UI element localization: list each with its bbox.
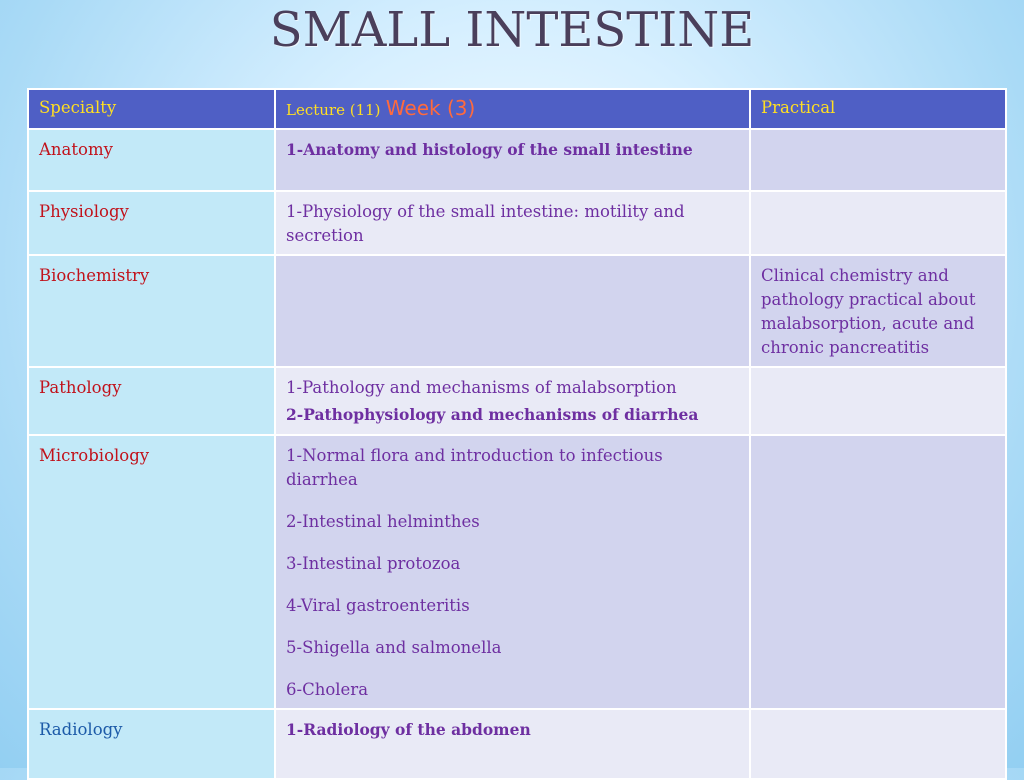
table-row (28, 435, 1006, 709)
header-specialty: Specialty (28, 89, 275, 129)
schedule-table (27, 88, 1007, 780)
lecture-item: 1-Physiology of the small intestine: motility and secretion (286, 202, 685, 245)
practical-cell: Clinical chemistry and pathology practical about malabsorption, acute and chronic pancreatitis (750, 255, 1006, 367)
lecture-cell (275, 129, 750, 191)
lecture-cell (275, 709, 750, 779)
header-practical: Practical (750, 89, 1006, 129)
lecture-item: 1-Anatomy and histology of the small intestine (286, 140, 693, 159)
lecture-item: 3-Intestinal protozoa (286, 554, 461, 573)
lecture-item: 1-Pathology and mechanisms of malabsorption (286, 378, 677, 397)
specialty-cell: Microbiology (28, 435, 275, 709)
header-row (28, 89, 1006, 129)
table-row (28, 191, 1006, 255)
table-row (28, 255, 1006, 367)
specialty-cell: Physiology (28, 191, 275, 255)
page-title: SMALL INTESTINE (269, 2, 755, 58)
lecture-item: 2-Pathophysiology and mechanisms of diarrhea (286, 405, 699, 424)
practical-cell (750, 191, 1006, 255)
header-lecture-label: Lecture (11) (286, 101, 381, 119)
lecture-item: 5-Shigella and salmonella (286, 638, 502, 657)
table-row (28, 367, 1006, 435)
table-row (28, 129, 1006, 191)
lecture-cell (275, 255, 750, 367)
header-week-label: Week (3) (385, 96, 476, 120)
lecture-item: 4-Viral gastroenteritis (286, 596, 470, 615)
lecture-cell (275, 435, 750, 709)
lecture-cell (275, 191, 750, 255)
practical-cell (750, 129, 1006, 191)
lecture-item: 6-Cholera (286, 680, 369, 699)
practical-cell (750, 367, 1006, 435)
lecture-item: 2-Intestinal helminthes (286, 512, 480, 531)
table-row (28, 709, 1006, 779)
specialty-cell: Anatomy (28, 129, 275, 191)
lecture-cell (275, 367, 750, 435)
header-lecture (275, 89, 750, 129)
practical-cell (750, 709, 1006, 779)
specialty-cell: Radiology (28, 709, 275, 779)
practical-cell (750, 435, 1006, 709)
specialty-cell: Biochemistry (28, 255, 275, 367)
lecture-item: 1-Radiology of the abdomen (286, 720, 531, 739)
lecture-item: 1-Normal flora and introduction to infectious diarrhea (286, 446, 663, 489)
specialty-cell: Pathology (28, 367, 275, 435)
